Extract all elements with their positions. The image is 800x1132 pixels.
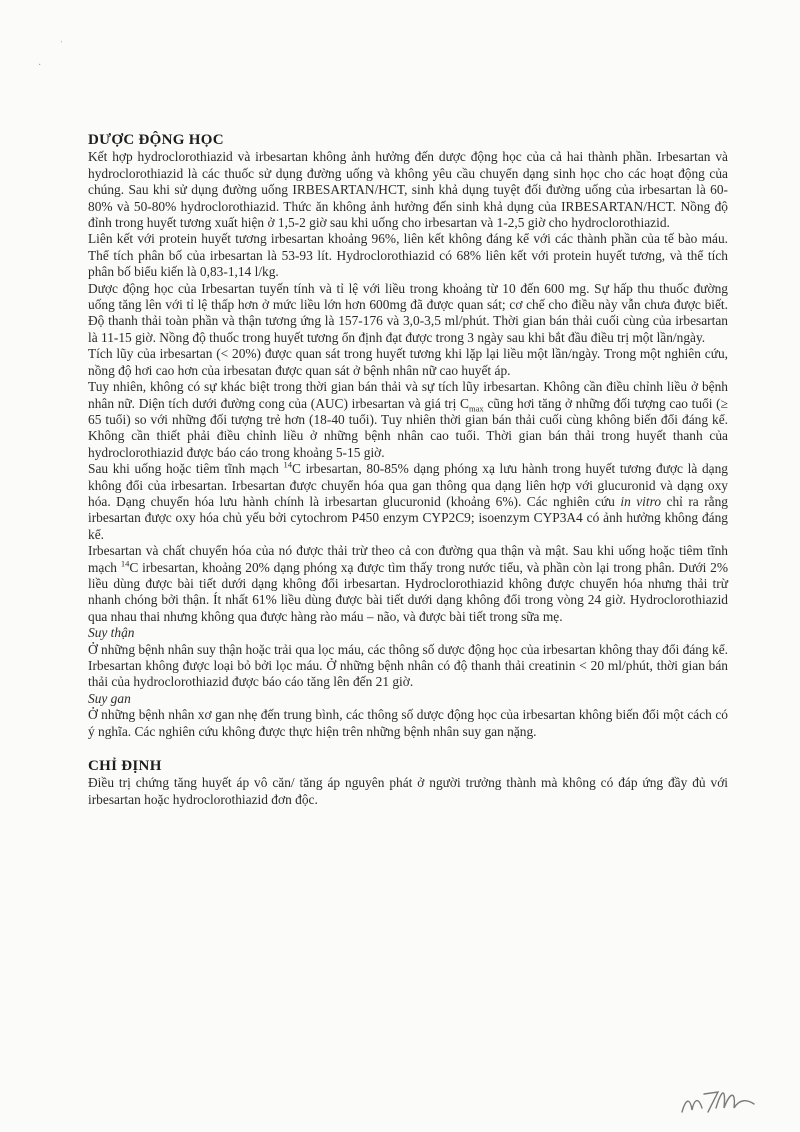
signature-mark — [678, 1078, 758, 1122]
paragraph — [88, 461, 728, 543]
paragraph: Ở những bệnh nhân xơ gan nhẹ đến trung bình, các thông số dược động học của irbesartan không biến đổi một cách có ý nghĩa. Các nghiên cứu không được thực hiện trên những bệnh nhân suy gan nặng. — [88, 707, 728, 739]
superscript: 14 — [283, 459, 292, 470]
subscript: max — [468, 403, 484, 414]
text-run: chỉ ra rằng irbesartan được oxy hóa chủ yếu bởi cytochrom P450 enzym CYP2C9; isoenzym CYP3A4 có ảnh hưởng không đáng kể. — [88, 493, 728, 542]
text-run: Tuy nhiên, không có sự khác biệt trong thời gian bán thải và sự tích lũy irbesartan. Không cần điều chỉnh liều ở bệnh nhân nữ. Diện tích dưới đường cong của (AUC) irbesartan và giá trị C — [88, 379, 728, 411]
section-title-pharmacokinetics: DƯỢC ĐỘNG HỌC — [88, 132, 224, 148]
paragraph: Điều trị chứng tăng huyết áp vô căn/ tăng áp nguyên phát ở người trưởng thành mà không có đáp ứng đầy đủ với irbesartan hoặc hydroclorothiazid đơn độc. — [88, 775, 728, 807]
subheading-hepatic: Suy gan — [88, 690, 131, 706]
text-run: C irbesartan, 80-85% dạng phóng xạ lưu hành trong huyết tương được là dạng không đổi của irbesartan. Irbesartan được chuyển hóa qua gan thông qua dạng liên hợp với glucuronid và dạng oxy hóa. Dạng chuyển hóa lưu hành chính là irbesartan glucuronid (khoảng 6%). Các nghiên cứu — [88, 461, 728, 509]
paragraph: Ở những bệnh nhân suy thận hoặc trải qua lọc máu, các thông số dược động học của irbesartan không thay đổi đáng kể. Irbesartan không được loại bỏ bởi lọc máu. Ở những bệnh nhân có độ thanh thải creatinin < 20 ml/phút, thời gian bán thải của hydroclorothiazid được báo cáo tăng lên đến 21 giờ. — [88, 641, 728, 690]
section-title-indications: CHỈ ĐỊNH — [88, 758, 162, 775]
superscript: 14 — [120, 558, 130, 569]
paragraph — [88, 543, 728, 625]
scan-mark: · — [38, 60, 42, 71]
paragraph: Tích lũy của irbesartan (< 20%) được quan sát trong huyết tương khi lặp lại liều một lần/ngày. Trong một nghiên cứu, nồng độ hơi cao hơn của irbesatan được quan sát ở bệnh nhân nữ cao huyết áp. — [88, 346, 728, 378]
paragraph — [88, 379, 728, 461]
paragraph: Kết hợp hydroclorothiazid và irbesartan không ảnh hưởng đến dược động học của cả hai thành phần. Irbesartan và hydroclorothiazid là các thuốc sử dụng đường uống và không yêu cầu chuyển dạng sinh học cho các hoạt động của chúng. Sau khi sử dụng đường uống IRBESARTAN/HCT, sinh khả dụng tuyệt đối đường uống của irbesartan là 60-80% và 50-80% hydroclorothiazid. Thức ăn không ảnh hưởng đến sinh khả dụng của IRBESARTAN/HCT. Nồng độ đỉnh trong huyết tương xuất hiện ở 1,5-2 giờ sau khi uống cho irbesartan và 1-2,5 giờ cho hydroclorothiazid. — [88, 149, 728, 231]
subheading-renal: Suy thận — [88, 625, 135, 641]
text-run: Sau khi uống hoặc tiêm tĩnh mạch — [88, 461, 284, 477]
text-run: cũng hơi tăng ở những đối tượng cao tuổi (≥ 65 tuổi) so với những đối tượng trẻ hơn (18-40 tuổi). Tuy nhiên thời gian bán thải cuối cùng không biến đổi đáng kể. Không cần thiết phải điều chỉnh liều ở những bệnh nhân cao tuổi. Thời gian bán thải trong huyết thanh của hydroclorothiazid được báo cáo trong khoảng 5-15 giờ. — [88, 395, 728, 460]
emphasis: in vitro — [620, 493, 662, 509]
text-run: C irbesartan, khoảng 20% dạng phóng xạ được tìm thấy trong nước tiểu, và phần còn lại trong phân. Dưới 2% liều dùng được bài tiết dưới dạng không đổi irbesartan. Hydroclorothiazid không được chuyển hóa nhưng thải trừ nhanh chóng bởi thận. Ít nhất 61% liều dùng được bài tiết dưới dạng không đổi trong vòng 24 giờ. Hydroclorothiazid qua nhau thai nhưng không qua được hàng rào máu – não, và được bài tiết trong sữa mẹ. — [88, 559, 728, 624]
scan-mark: ˈ — [60, 40, 64, 51]
document-page — [88, 132, 728, 808]
paragraph: Liên kết với protein huyết tương irbesartan khoảng 96%, liên kết không đáng kể với các thành phần của tế bào máu. Thể tích phân bố của irbesartan là 53-93 lít. Hydroclorothiazid có 68% liên kết với protein huyết tương, và thể tích phân bố biểu kiến là 0,83-1,14 l/kg. — [88, 231, 728, 280]
text-run: Irbesartan và chất chuyển hóa của nó được thải trừ theo cả con đường qua thận và mật. Sau khi uống hoặc tiêm tĩnh mạch — [88, 543, 728, 575]
paragraph: Dược động học của Irbesartan tuyến tính và tỉ lệ với liều trong khoảng từ 10 đến 600 mg. Sự hấp thu thuốc đường uống tăng lên với tỉ lệ thấp hơn ở mức liều lớn hơn 600mg đã được quan sát; cơ chế cho điều này vẫn chưa được biết. Độ thanh thải toàn phần và thận tương ứng là 157-176 và 3,0-3,5 ml/phút. Thời gian bán thải cuối cùng của irbesartan là 11-15 giờ. Nồng độ thuốc trong huyết tương ổn định đạt được trong 3 ngày sau khi bắt đầu điều trị một lần/ngày. — [88, 280, 728, 345]
